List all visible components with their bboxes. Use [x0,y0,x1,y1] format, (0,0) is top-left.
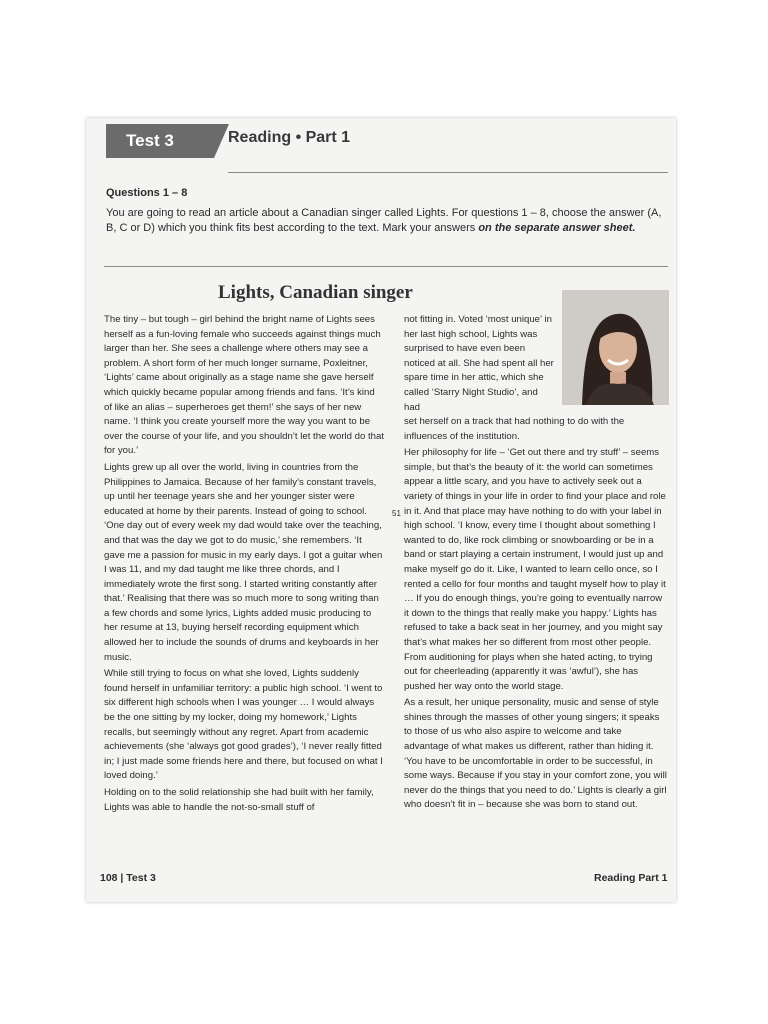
footer-section: Reading Part 1 [594,872,668,884]
questions-rule [104,266,668,267]
paragraph: As a result, her unique personality, music and sense of style shines through the masses of other young singers; it speaks to those of us who also aspire to welcome and take advantage of what makes us different, rather than hiding it. ‘You have to be uncomfortable in order to be successful, in some ways. Because if you stay in your comfort zone, you will never do the things that you need to do.’ Lights is clearly a girl who doesn’t fit in – because she was born to stand out. [404,697,667,811]
questions-heading: Questions 1 – 8 [106,187,188,199]
instructions-text: You are going to read an article about a Canadian singer called Lights. For questions 1 – 8, choose the answer (A, B, C or D) which you think fits best according to the text. Mark your answers [106,207,662,234]
part-title: Reading • Part 1 [228,129,351,146]
paragraph: Holding on to the solid relationship she had built with her family, Lights was able to handle the not-so-small stuff of [104,787,374,813]
line-marker: 51 [392,509,401,518]
paragraph: Lights grew up all over the world, living in countries from the Philippines to Jamaica. Because of her family’s constant travels, up until her teenage years she and her younger sister were educated at home by their parents. Instead of going to school. ‘One day out of every week my dad would take over the teaching, and that was the day we got to do music,’ she remembers. ‘It gave me a passion for music in my early days. I got a guitar when I was 11, and my dad taught me like three chords, and I immediately wrote the first song. I started writing constantly after that.’ Realising that there was so much more to song writing than a few chords and some lyrics, Lights added music producing to her resume at 13, buying herself recording equipment which allowed her to include the sounds of drums and keyboards in her music. [104,461,383,663]
test-tag: Test 3 [106,124,214,158]
paragraph: While still trying to focus on what she loved, Lights suddenly found herself in unfamiliar territory: a public high school. ‘I went to six different high schools when I was younger … I would always be the one sitting by my locker, doing my homework,’ Lights recalls, but seemingly without any regret. Apart from academic achievements (she ‘always got good grades’), ‘I never really fitted in; I just made some friends here and there, but focused on what I loved doing.’ [104,668,383,782]
paragraph: The tiny – but tough – girl behind the bright name of Lights sees herself as a fun-loving female who succeeds against things much larger than her. She sees a challenge where others may see a problem. A short form of her much longer surname, Poxleitner, ‘Lights’ came about originally as a stage name she gave herself which quickly became popular among friends and fans. ‘It’s kind of like an alias – superheroes get them!’ she says of her new name. ‘I think you create yourself more the way you want to be over the course of your life, and you shouldn’t let the world do that for you.’ [104,314,384,457]
paragraph: Her philosophy for life – ‘Get out there and try stuff’ – seems simple, but that’s the beauty of it: the world can sometimes appear a little scary, and you have to actively seek out a variety of things in your life in order to find your place and role in it. And that place may have nothing to do with your label in high school. ‘I know, every time I thought about something I wanted to do, like rock climbing or snowboarding or be in a band or start playing a certain instrument, I would just up and make myself go do it. Like, I wanted to learn cello once, so I rented a cello for four months and taught myself how to play it … If you do enough things, you’re going to eventually narrow it down to the things that really make you happy.’ Lights has refused to take a back seat in her journey, and you might say that’s what makes her so different from most other people. From auditioning for plays when she hated acting, to trying out for cheerleading (apparently it was ‘awful’), she has pushed her way onto the world stage. [404,447,666,692]
instructions-emphasis: on the separate answer sheet. [478,222,636,234]
footer-page-number: 108 | Test 3 [100,872,156,884]
portrait-image [562,290,669,405]
paragraph: set herself on a track that had nothing to do with the influences of the institution. [404,416,625,442]
instructions [106,206,662,236]
singer-photo [562,290,669,405]
header-rule [228,172,668,173]
article-right-column [404,415,668,815]
article-right-top [404,313,554,417]
article-title: Lights, Canadian singer [218,282,413,303]
article-left-column [104,313,384,817]
paragraph: not fitting in. Voted ‘most unique’ in her last high school, Lights was surprised to have even been noticed at all. She had spent all her spare time in her attic, which she called ‘Starry Night Studio’, and had [404,314,554,413]
